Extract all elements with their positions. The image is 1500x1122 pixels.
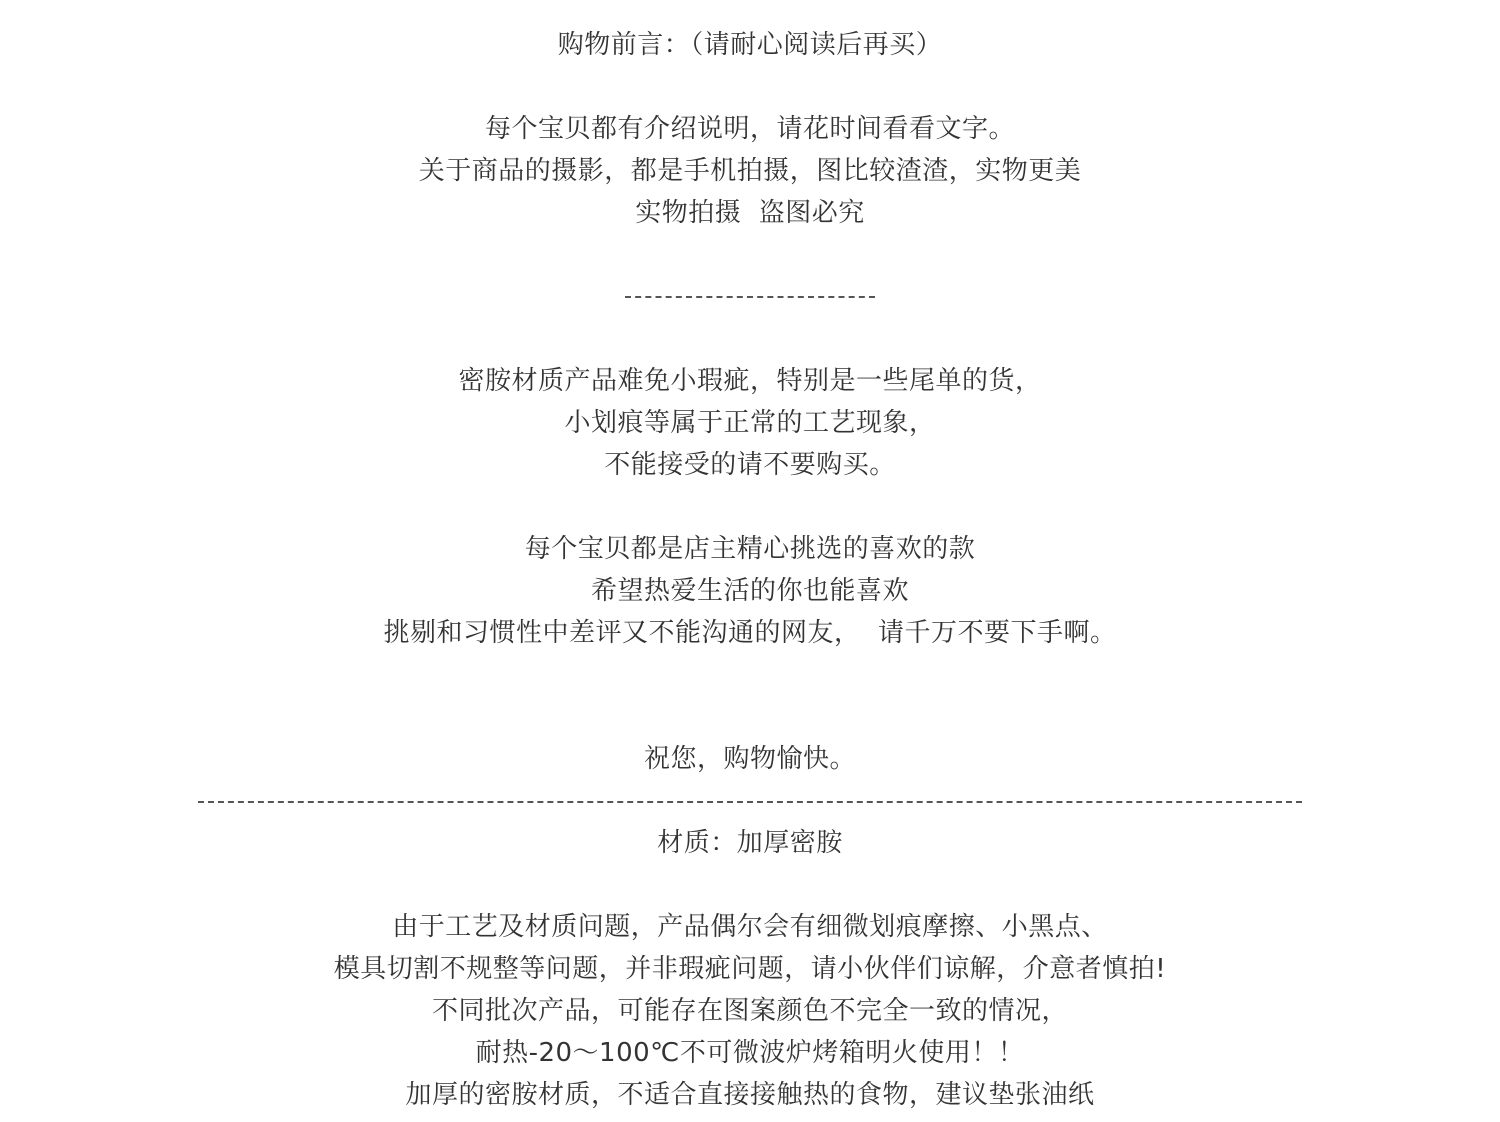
material-line-1: 由于工艺及材质问题，产品偶尔会有细微划痕摩擦、小黑点、: [392, 912, 1108, 942]
notice-line-1: 密胺材质产品难免小瑕疵，特别是一些尾单的货，: [458, 366, 1042, 396]
material-line-5: 加厚的密胺材质，不适合直接接触热的食物，建议垫张油纸: [405, 1080, 1095, 1110]
wishes-line-2: 希望热爱生活的你也能喜欢: [590, 576, 909, 606]
intro-heading: 购物前言：（请耐心阅读后再买）: [557, 30, 943, 60]
intro-line-1: 每个宝贝都有介绍说明，请花时间看看文字。: [484, 114, 1015, 144]
intro-line-3: 实物拍摄 盗图必究: [635, 198, 865, 228]
material-heading: 材质：加厚密胺: [657, 828, 843, 858]
closing-greeting: 祝您，购物愉快。: [643, 744, 856, 774]
long-divider: [198, 801, 1302, 803]
short-divider: [625, 296, 875, 298]
material-line-4: 耐热-20～100℃不可微波炉烤箱明火使用！！: [475, 1038, 1025, 1068]
notice-line-2: 小划痕等属于正常的工艺现象，: [564, 408, 936, 438]
intro-line-2: 关于商品的摄影，都是手机拍摄，图比较渣渣，实物更美: [418, 156, 1082, 186]
notice-line-3: 不能接受的请不要购买。: [604, 450, 896, 480]
material-line-2: 模具切割不规整等问题，并非瑕疵问题，请小伙伴们谅解，介意者慎拍!: [333, 954, 1167, 984]
material-line-3: 不同批次产品，可能存在图案颜色不完全一致的情况，: [431, 996, 1068, 1026]
wishes-line-3: 挑剔和习惯性中差评又不能沟通的网友， 请千万不要下手啊。: [383, 618, 1117, 648]
wishes-line-1: 每个宝贝都是店主精心挑选的喜欢的款: [524, 534, 976, 564]
